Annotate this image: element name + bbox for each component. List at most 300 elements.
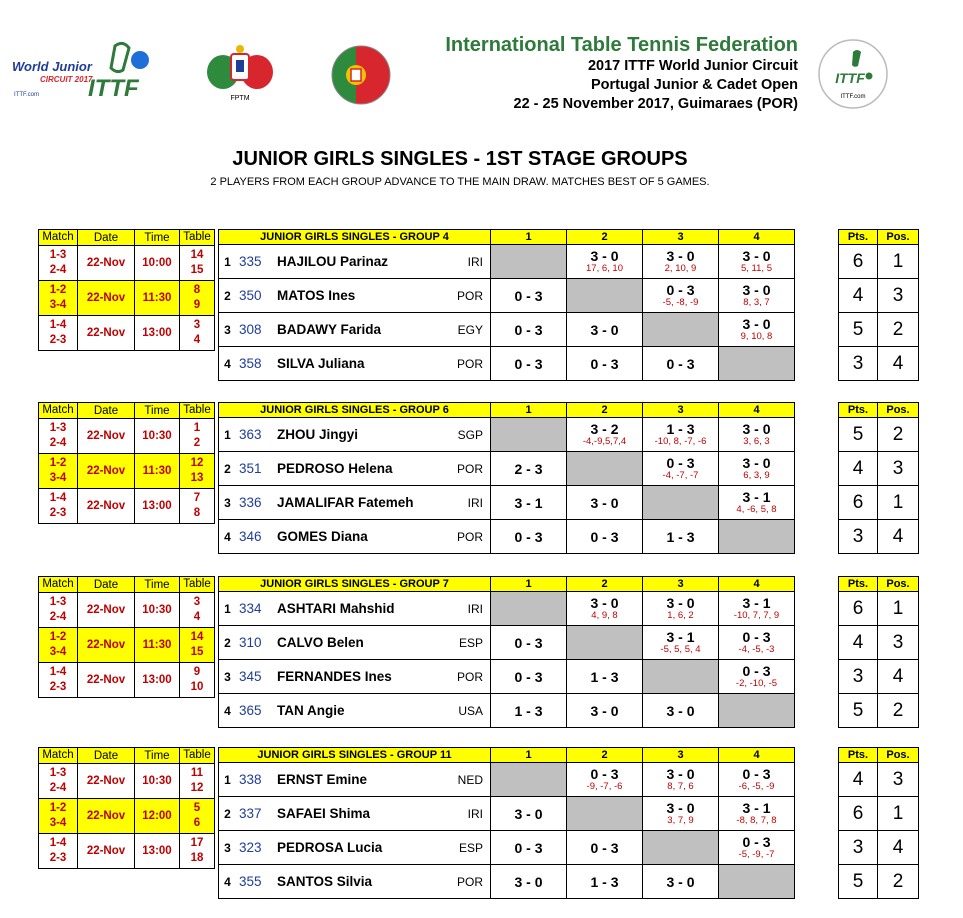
match-pairing: 1-2 3-4 (39, 454, 78, 489)
player-seed: 3 (219, 660, 237, 694)
match-pairing: 1-3 2-4 (39, 419, 78, 454)
fptm-logo (205, 42, 275, 104)
match-score: 0 - 3 (742, 834, 771, 850)
self-match-cell (643, 486, 719, 520)
player-id: 355 (239, 874, 262, 889)
match-score: 0 - 3 (514, 321, 543, 338)
player-row (219, 831, 795, 865)
col-header-opponent-4: 4 (719, 577, 795, 592)
match-date: 22-Nov (78, 246, 135, 281)
col-header-opponent-2: 2 (567, 230, 643, 245)
self-match-cell (643, 831, 719, 865)
player-id: 365 (239, 703, 262, 718)
player-name: PEDROSO Helena (277, 461, 393, 476)
col-header-opponent-3: 3 (643, 230, 719, 245)
standing-row (839, 592, 919, 626)
player-id: 335 (239, 254, 262, 269)
match-score: 3 - 0 (742, 248, 771, 264)
result-cell (643, 520, 719, 554)
svg-text:ITTF: ITTF (835, 70, 865, 86)
player-seed: 4 (219, 347, 237, 381)
player-country: USA (458, 704, 483, 718)
event-dates: 22 - 25 November 2017, Guimaraes (POR) (513, 96, 798, 112)
col-header-opponent-4: 4 (719, 748, 795, 763)
player-seed: 4 (219, 694, 237, 728)
player-seed: 1 (219, 245, 237, 279)
standing-row (839, 347, 919, 381)
player-seed: 4 (219, 865, 237, 899)
standings (838, 229, 919, 381)
player-row (219, 694, 795, 728)
schedule-row (39, 419, 215, 454)
player-cell (236, 313, 491, 347)
player-seed: 4 (219, 520, 237, 554)
player-name: ASHTARI Mahshid (277, 601, 395, 616)
result-cell (567, 694, 643, 728)
standing-row (839, 865, 919, 899)
player-position: 2 (878, 694, 919, 728)
schedule-row (39, 454, 215, 489)
player-country: IRI (467, 602, 483, 616)
player-name: CALVO Belen (277, 635, 364, 650)
player-row (219, 486, 795, 520)
game-scores: -5, -9, -7 (738, 849, 775, 860)
match-score: 0 - 3 (742, 663, 771, 679)
page-subtitle: 2 PLAYERS FROM EACH GROUP ADVANCE TO THE MAIN DRAW. MATCHES BEST OF 5 GAMES. (210, 176, 710, 188)
result-cell (491, 347, 567, 381)
match-date: 22-Nov (78, 454, 135, 489)
result-cell (719, 486, 795, 520)
player-cell (236, 626, 491, 660)
player-row (219, 660, 795, 694)
player-id: 345 (239, 669, 262, 684)
player-position: 4 (878, 660, 919, 694)
self-match-cell (567, 279, 643, 313)
col-header-opponent-3: 3 (643, 748, 719, 763)
col-header-pos: Pos. (878, 577, 919, 592)
player-position: 1 (878, 797, 919, 831)
player-country: ESP (458, 636, 483, 650)
player-points: 5 (839, 313, 878, 347)
result-cell (719, 626, 795, 660)
col-header-opponent-3: 3 (643, 403, 719, 418)
standing-row (839, 486, 919, 520)
result-cell (719, 452, 795, 486)
player-seed: 2 (219, 797, 237, 831)
player-id: 363 (239, 427, 262, 442)
col-header-opponent-3: 3 (643, 577, 719, 592)
game-scores: 17, 6, 10 (586, 263, 623, 274)
self-match-cell (567, 452, 643, 486)
player-position: 2 (878, 418, 919, 452)
match-tables: 17 18 (180, 834, 215, 869)
player-cell (236, 763, 491, 797)
match-score: 3 - 0 (514, 873, 543, 890)
result-cell (719, 660, 795, 694)
match-score: 3 - 0 (742, 316, 771, 332)
match-score: 0 - 3 (514, 839, 543, 856)
match-tables: 12 13 (180, 454, 215, 489)
player-country: ESP (458, 841, 483, 855)
match-score: 0 - 3 (666, 282, 695, 298)
player-id: 310 (239, 635, 262, 650)
col-header-match: Match (39, 748, 78, 764)
match-score: 0 - 3 (514, 355, 543, 372)
player-id: 334 (239, 601, 262, 616)
player-seed: 2 (219, 452, 237, 486)
col-header-pts: Pts. (839, 748, 878, 763)
result-cell (643, 592, 719, 626)
player-position: 2 (878, 865, 919, 899)
result-cell (491, 520, 567, 554)
col-header-opponent-2: 2 (567, 577, 643, 592)
match-pairing: 1-2 3-4 (39, 281, 78, 316)
game-scores: -6, -5, -9 (738, 781, 775, 792)
match-tables: 3 4 (180, 593, 215, 628)
player-position: 4 (878, 831, 919, 865)
match-time: 10:30 (135, 593, 180, 628)
match-score: 0 - 3 (590, 766, 619, 782)
standing-row (839, 797, 919, 831)
match-score: 0 - 3 (742, 629, 771, 645)
player-country: IRI (467, 496, 483, 510)
match-date: 22-Nov (78, 764, 135, 799)
result-cell (491, 626, 567, 660)
standing-row (839, 626, 919, 660)
result-cell (643, 626, 719, 660)
col-header-date: Date (78, 748, 135, 764)
match-date: 22-Nov (78, 799, 135, 834)
game-scores: -10, 8, -7, -6 (654, 436, 707, 447)
player-position: 4 (878, 520, 919, 554)
player-cell (236, 694, 491, 728)
game-scores: 4, -6, 5, 8 (736, 504, 777, 515)
standing-row (839, 520, 919, 554)
match-score: 1 - 3 (590, 668, 619, 685)
match-score: 3 - 0 (666, 766, 695, 782)
game-scores: 3, 6, 3 (743, 436, 770, 447)
match-score: 3 - 0 (590, 494, 619, 511)
schedule-row (39, 489, 215, 524)
player-position: 1 (878, 245, 919, 279)
match-tables: 9 10 (180, 663, 215, 698)
match-score: 3 - 0 (590, 248, 619, 264)
player-points: 6 (839, 592, 878, 626)
col-header-opponent-1: 1 (491, 230, 567, 245)
match-score: 3 - 0 (666, 702, 695, 719)
player-seed: 3 (219, 486, 237, 520)
standing-row (839, 245, 919, 279)
standing-row (839, 694, 919, 728)
player-points: 4 (839, 279, 878, 313)
match-score: 3 - 1 (742, 800, 771, 816)
group-block (38, 747, 919, 903)
match-score: 3 - 1 (666, 629, 695, 645)
player-country: IRI (467, 807, 483, 821)
col-header-match: Match (39, 577, 78, 593)
result-cell (719, 797, 795, 831)
player-row (219, 865, 795, 899)
player-name: FERNANDES Ines (277, 669, 392, 684)
group-title: JUNIOR GIRLS SINGLES - GROUP 6 (219, 403, 491, 418)
group-title: JUNIOR GIRLS SINGLES - GROUP 4 (219, 230, 491, 245)
col-header-opponent-1: 1 (491, 403, 567, 418)
player-points: 4 (839, 626, 878, 660)
result-cell (567, 660, 643, 694)
match-score: 0 - 3 (590, 355, 619, 372)
self-match-cell (491, 245, 567, 279)
result-cell (491, 486, 567, 520)
match-tables: 3 4 (180, 316, 215, 351)
svg-text:CIRCUIT 2017: CIRCUIT 2017 (40, 75, 93, 84)
player-points: 5 (839, 418, 878, 452)
game-scores: 8, 3, 7 (743, 297, 770, 308)
player-name: SILVA Juliana (277, 356, 365, 371)
player-country: NED (457, 773, 483, 787)
match-score: 3 - 0 (590, 702, 619, 719)
match-score: 1 - 3 (666, 421, 695, 437)
player-cell (236, 831, 491, 865)
game-scores: 2, 10, 9 (664, 263, 697, 274)
player-row (219, 626, 795, 660)
match-score: 0 - 3 (666, 455, 695, 471)
player-id: 323 (239, 840, 262, 855)
result-cell (643, 452, 719, 486)
result-cell (567, 486, 643, 520)
player-position: 3 (878, 763, 919, 797)
schedule-row (39, 764, 215, 799)
player-points: 6 (839, 245, 878, 279)
player-position: 4 (878, 347, 919, 381)
self-match-cell (491, 763, 567, 797)
match-score: 1 - 3 (514, 702, 543, 719)
result-cell (567, 763, 643, 797)
player-cell (236, 592, 491, 626)
match-score: 3 - 0 (742, 455, 771, 471)
player-name: SAFAEI Shima (277, 806, 371, 821)
player-id: 336 (239, 495, 262, 510)
self-match-cell (491, 418, 567, 452)
match-score: 3 - 0 (514, 805, 543, 822)
player-name: MATOS Ines (277, 288, 356, 303)
player-name: HAJILOU Parinaz (277, 254, 389, 269)
player-row (219, 313, 795, 347)
player-cell (236, 418, 491, 452)
match-score: 0 - 3 (590, 839, 619, 856)
result-cell (643, 245, 719, 279)
player-name: JAMALIFAR Fatemeh (277, 495, 414, 510)
col-header-pos: Pos. (878, 748, 919, 763)
match-time: 12:00 (135, 799, 180, 834)
match-score: 0 - 3 (742, 766, 771, 782)
player-id: 338 (239, 772, 262, 787)
match-schedule (38, 402, 215, 524)
schedule-row (39, 281, 215, 316)
match-date: 22-Nov (78, 834, 135, 869)
player-country: POR (456, 357, 483, 371)
match-tables: 11 12 (180, 764, 215, 799)
col-header-pos: Pos. (878, 230, 919, 245)
match-pairing: 1-3 2-4 (39, 593, 78, 628)
event-circuit: 2017 ITTF World Junior Circuit (587, 58, 798, 74)
game-scores: -4, -5, -3 (738, 644, 775, 655)
standings (838, 576, 919, 728)
schedule-row (39, 246, 215, 281)
self-match-cell (643, 660, 719, 694)
player-cell (236, 797, 491, 831)
player-country: EGY (457, 323, 483, 337)
player-cell (236, 279, 491, 313)
player-row (219, 279, 795, 313)
group-results (218, 747, 795, 899)
match-time: 10:30 (135, 764, 180, 799)
player-id: 358 (239, 356, 262, 371)
match-score: 3 - 0 (666, 800, 695, 816)
match-score: 3 - 0 (742, 421, 771, 437)
match-date: 22-Nov (78, 663, 135, 698)
group-block (38, 576, 919, 732)
group-title: JUNIOR GIRLS SINGLES - GROUP 7 (219, 577, 491, 592)
result-cell (643, 418, 719, 452)
self-match-cell (567, 626, 643, 660)
match-tables: 1 2 (180, 419, 215, 454)
match-score: 3 - 0 (590, 595, 619, 611)
game-scores: -5, 5, 5, 4 (660, 644, 701, 655)
result-cell (719, 279, 795, 313)
standing-row (839, 313, 919, 347)
player-country: POR (456, 875, 483, 889)
player-cell (236, 520, 491, 554)
schedule-row (39, 593, 215, 628)
player-points: 5 (839, 694, 878, 728)
player-name: PEDROSA Lucia (277, 840, 383, 855)
player-position: 1 (878, 592, 919, 626)
result-cell (567, 520, 643, 554)
match-pairing: 1-4 2-3 (39, 489, 78, 524)
player-cell (236, 452, 491, 486)
result-cell (719, 313, 795, 347)
player-cell (236, 486, 491, 520)
standing-row (839, 831, 919, 865)
self-match-cell (719, 347, 795, 381)
player-position: 1 (878, 486, 919, 520)
world-junior-circuit-logo (10, 38, 160, 108)
col-header-match: Match (39, 403, 78, 419)
col-header-pts: Pts. (839, 577, 878, 592)
match-pairing: 1-3 2-4 (39, 246, 78, 281)
result-cell (491, 831, 567, 865)
col-header-opponent-1: 1 (491, 577, 567, 592)
player-seed: 1 (219, 763, 237, 797)
player-points: 6 (839, 486, 878, 520)
player-cell (236, 660, 491, 694)
col-header-table: Table (180, 403, 215, 419)
col-header-date: Date (78, 403, 135, 419)
match-time: 13:00 (135, 316, 180, 351)
match-pairing: 1-3 2-4 (39, 764, 78, 799)
match-score: 0 - 3 (590, 528, 619, 545)
result-cell (491, 279, 567, 313)
game-scores: 9, 10, 8 (740, 331, 773, 342)
col-header-time: Time (135, 748, 180, 764)
ittf-logo (817, 38, 889, 110)
player-row (219, 520, 795, 554)
match-tables: 8 9 (180, 281, 215, 316)
player-row (219, 347, 795, 381)
player-country: SGP (457, 428, 483, 442)
schedule-row (39, 834, 215, 869)
match-time: 11:30 (135, 281, 180, 316)
match-score: 0 - 3 (514, 528, 543, 545)
match-time: 11:30 (135, 454, 180, 489)
standings (838, 747, 919, 899)
match-score: 3 - 0 (666, 595, 695, 611)
result-cell (567, 313, 643, 347)
match-score: 3 - 0 (590, 321, 619, 338)
match-score: 3 - 0 (666, 873, 695, 890)
game-scores: -10, 7, 7, 9 (733, 610, 780, 621)
player-cell (236, 865, 491, 899)
match-pairing: 1-2 3-4 (39, 628, 78, 663)
svg-text:ITTF.com: ITTF.com (840, 94, 866, 100)
player-name: ERNST Emine (277, 772, 368, 787)
match-score: 1 - 3 (590, 873, 619, 890)
result-cell (719, 245, 795, 279)
match-time: 13:00 (135, 663, 180, 698)
col-header-opponent-2: 2 (567, 748, 643, 763)
player-points: 3 (839, 520, 878, 554)
player-points: 3 (839, 831, 878, 865)
match-date: 22-Nov (78, 419, 135, 454)
player-points: 4 (839, 763, 878, 797)
player-country: POR (456, 462, 483, 476)
game-scores: 3, 7, 9 (667, 815, 694, 826)
self-match-cell (491, 592, 567, 626)
match-pairing: 1-4 2-3 (39, 316, 78, 351)
self-match-cell (719, 520, 795, 554)
player-points: 4 (839, 452, 878, 486)
game-scores: -9, -7, -6 (586, 781, 623, 792)
player-id: 346 (239, 529, 262, 544)
col-header-match: Match (39, 230, 78, 246)
event-name: Portugal Junior & Cadet Open (590, 77, 798, 93)
player-row (219, 763, 795, 797)
result-cell (491, 797, 567, 831)
player-seed: 3 (219, 831, 237, 865)
player-id: 337 (239, 806, 262, 821)
player-id: 351 (239, 461, 262, 476)
col-header-time: Time (135, 230, 180, 246)
match-time: 10:00 (135, 246, 180, 281)
match-score: 3 - 1 (742, 489, 771, 505)
match-pairing: 1-2 3-4 (39, 799, 78, 834)
page-title: JUNIOR GIRLS SINGLES - 1ST STAGE GROUPS (232, 148, 688, 170)
player-row (219, 418, 795, 452)
self-match-cell (643, 313, 719, 347)
match-tables: 7 8 (180, 489, 215, 524)
standing-row (839, 279, 919, 313)
col-header-pts: Pts. (839, 403, 878, 418)
player-position: 2 (878, 313, 919, 347)
player-name: BADAWY Farida (277, 322, 382, 337)
player-position: 3 (878, 626, 919, 660)
player-points: 6 (839, 797, 878, 831)
group-title: JUNIOR GIRLS SINGLES - GROUP 11 (219, 748, 491, 763)
player-row (219, 245, 795, 279)
col-header-opponent-4: 4 (719, 403, 795, 418)
match-date: 22-Nov (78, 593, 135, 628)
player-name: ZHOU Jingyi (277, 427, 359, 442)
